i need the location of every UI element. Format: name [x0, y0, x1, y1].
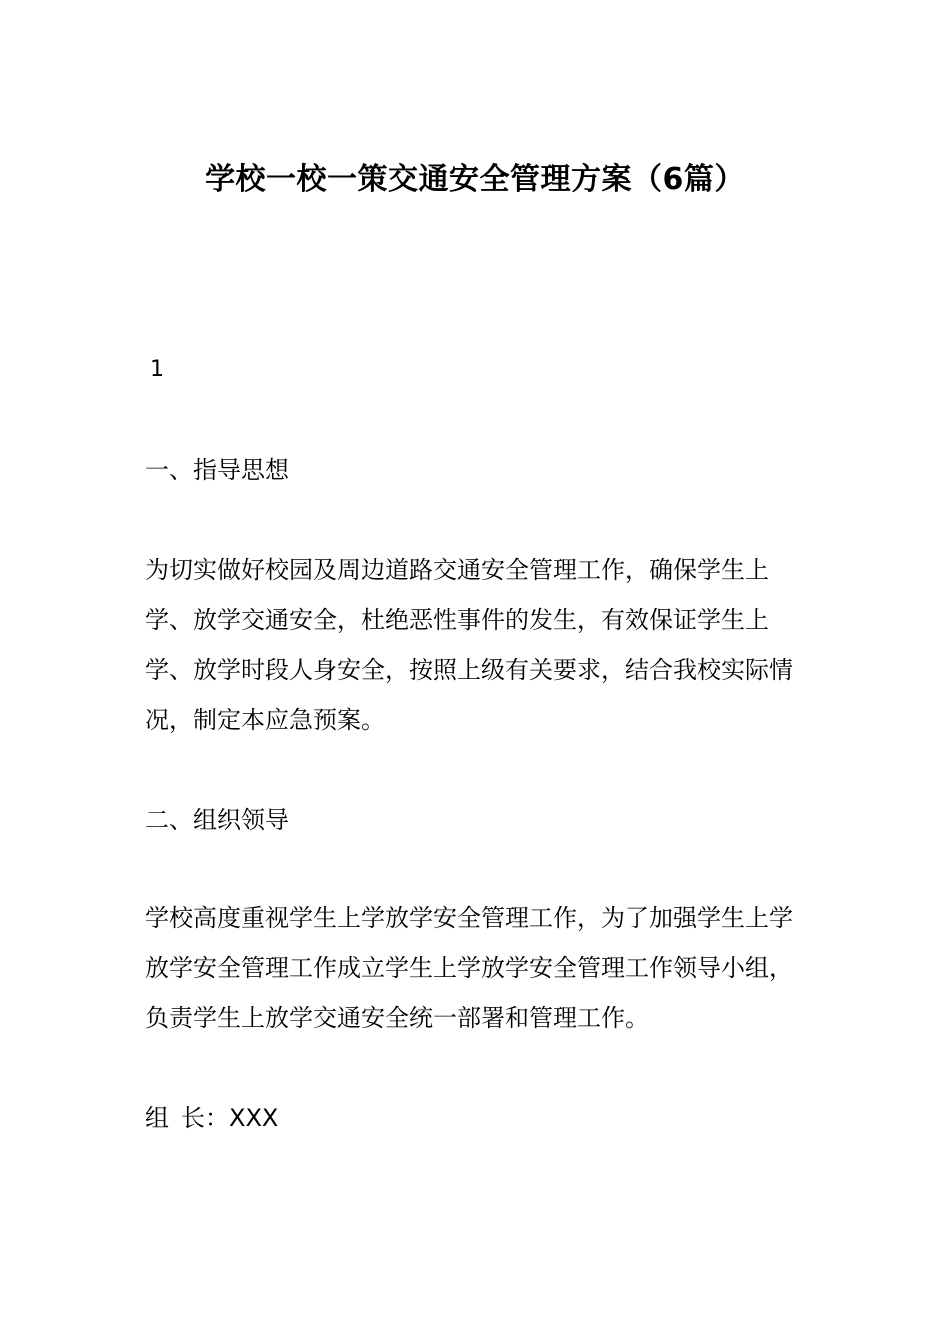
- team-leader-label-1: 组: [145, 1104, 169, 1132]
- team-leader-line: [145, 1093, 810, 1143]
- team-leader-label-2: 长：: [181, 1104, 229, 1132]
- paragraph-organization-leadership: 学校高度重视学生上学放学安全管理工作，为了加强学生上学放学安全管理工作成立学生上学放学安全管理工作领导小组，负责学生上放学交通安全统一部署和管理工作。: [145, 904, 793, 1032]
- team-leader-value: XXX: [229, 1104, 279, 1132]
- heading-guiding-ideology: 一、指导思想: [145, 456, 289, 484]
- heading-organization-leadership: 二、组织领导: [145, 806, 289, 834]
- document-title: 学校一校一策交通安全管理方案（6篇）: [205, 162, 745, 197]
- paragraph-guiding-ideology: 为切实做好校园及周边道路交通安全管理工作，确保学生上学、放学交通安全，杜绝恶性事件的发生，有效保证学生上学、放学时段人身安全，按照上级有关要求，结合我校实际情况，制定本应急预案。: [145, 556, 793, 734]
- section-number: 1: [150, 357, 164, 382]
